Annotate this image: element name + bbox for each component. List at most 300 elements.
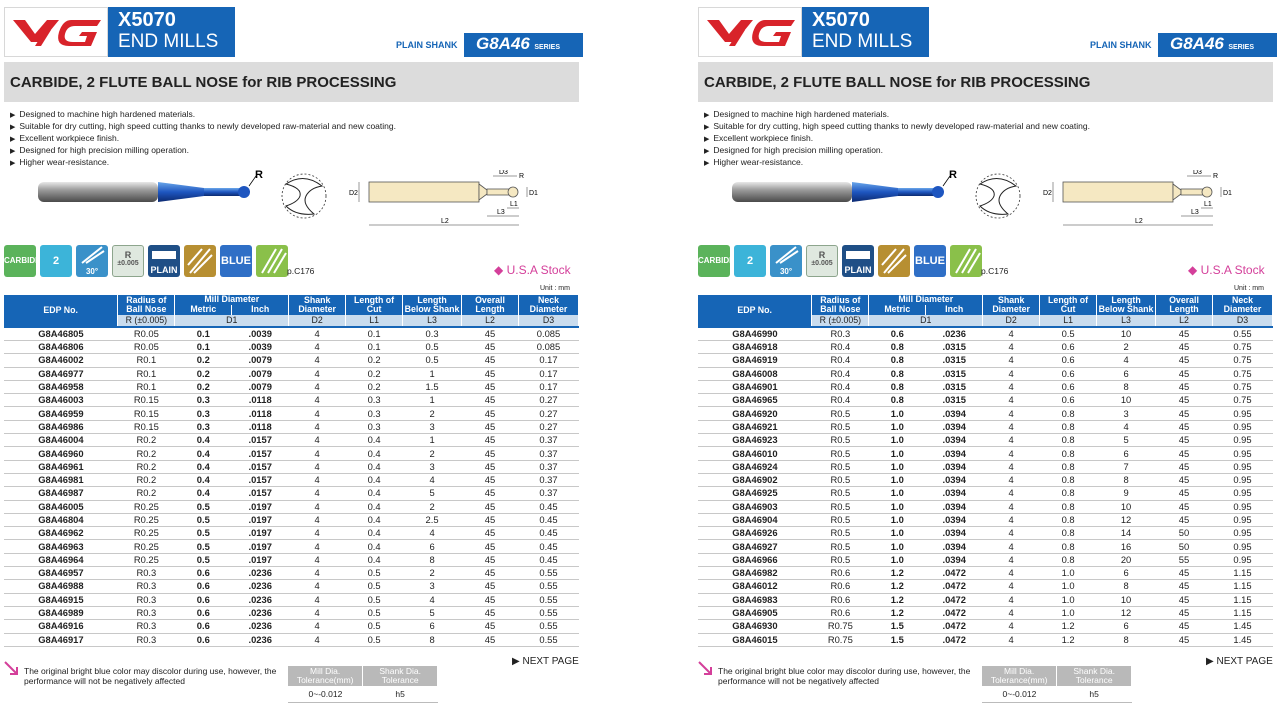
col-shank: Shank Diameter xyxy=(289,295,346,315)
overall-length: 45 xyxy=(462,593,519,606)
neck-dia: 0.085 xyxy=(518,341,578,354)
length-of-cut: 0.8 xyxy=(1040,540,1097,553)
edp-no: G8A46806 xyxy=(4,341,118,354)
hardened-material-icon xyxy=(950,245,982,277)
edp-no: G8A46963 xyxy=(4,540,118,553)
table-row xyxy=(4,407,579,420)
length-below-shank: 8 xyxy=(403,553,462,566)
mill-dia-inch: .0197 xyxy=(232,513,289,526)
ball-radius: R0.5 xyxy=(812,500,869,513)
shank-dia: 4 xyxy=(983,380,1040,393)
length-of-cut: 0.3 xyxy=(346,394,403,407)
edp-no: G8A46805 xyxy=(4,327,118,341)
helix-angle-value: 30° xyxy=(779,267,793,276)
ball-radius: R0.2 xyxy=(118,460,175,473)
edp-no: G8A46918 xyxy=(698,341,812,354)
mill-dia-inch: .0394 xyxy=(926,540,983,553)
mill-dia-metric: 0.4 xyxy=(175,487,232,500)
length-below-shank: 4 xyxy=(1097,354,1156,367)
product-subtitle: CARBIDE, 2 FLUTE BALL NOSE for RIB PROCESSING xyxy=(4,62,579,102)
neck-dia: 0.55 xyxy=(518,593,578,606)
mill-dia-metric: 1.5 xyxy=(869,620,926,633)
length-below-shank: 7 xyxy=(1097,460,1156,473)
edp-no: G8A46004 xyxy=(4,434,118,447)
ball-radius: R0.5 xyxy=(812,540,869,553)
edp-no: G8A46916 xyxy=(4,620,118,633)
shank-dia: 4 xyxy=(289,567,346,580)
ball-radius: R0.4 xyxy=(812,394,869,407)
overall-length: 45 xyxy=(1156,380,1213,393)
edp-no: G8A46804 xyxy=(4,513,118,526)
length-below-shank: 2 xyxy=(1097,341,1156,354)
series-box xyxy=(1158,33,1277,57)
neck-dia: 1.45 xyxy=(1212,633,1272,646)
shank-dia: 4 xyxy=(289,527,346,540)
tolerance-table xyxy=(288,666,438,703)
col-inch: Inch xyxy=(926,305,983,315)
table-row xyxy=(4,354,579,367)
shank-dia: 4 xyxy=(289,500,346,513)
table-row xyxy=(698,606,1273,619)
edp-no: G8A46927 xyxy=(698,540,812,553)
product-title-box xyxy=(802,7,929,57)
length-below-shank: 5 xyxy=(1097,434,1156,447)
tol-mill-header: Mill Dia. Tolerance(mm) xyxy=(288,666,363,686)
shank-dia: 4 xyxy=(983,606,1040,619)
ball-radius: R0.75 xyxy=(812,620,869,633)
shank-dia: 4 xyxy=(983,593,1040,606)
shank-dia: 4 xyxy=(983,394,1040,407)
overall-length: 45 xyxy=(1156,420,1213,433)
mill-dia-metric: 1.0 xyxy=(869,420,926,433)
mill-dia-metric: 1.0 xyxy=(869,473,926,486)
mill-dia-metric: 0.1 xyxy=(175,341,232,354)
shank-type-label: PLAIN SHANK xyxy=(396,40,458,50)
neck-dia: 0.17 xyxy=(518,354,578,367)
length-below-shank: 0.5 xyxy=(403,354,462,367)
neck-dia: 0.95 xyxy=(1212,434,1272,447)
next-page-link[interactable]: ▶ NEXT PAGE xyxy=(1206,656,1273,667)
edp-no: G8A46966 xyxy=(698,553,812,566)
dimension-drawing xyxy=(349,170,549,232)
mill-dia-inch: .0197 xyxy=(232,500,289,513)
ball-radius: R0.15 xyxy=(118,407,175,420)
overall-length: 45 xyxy=(462,354,519,367)
mill-dia-inch: .0236 xyxy=(232,620,289,633)
feature-item: ▶ Excellent workpiece finish. xyxy=(10,133,396,145)
feature-item: ▶ Designed for high precision milling operation. xyxy=(704,145,1090,157)
overall-length: 45 xyxy=(462,394,519,407)
catalog-page-left xyxy=(4,0,584,713)
edp-no: G8A46983 xyxy=(698,593,812,606)
length-of-cut: 0.1 xyxy=(346,327,403,341)
ball-radius: R0.5 xyxy=(812,553,869,566)
table-row xyxy=(4,540,579,553)
tol-mill-value: 0~-0.012 xyxy=(982,686,1057,702)
overall-length: 45 xyxy=(1156,500,1213,513)
length-of-cut: 0.4 xyxy=(346,460,403,473)
edp-no: G8A46962 xyxy=(4,527,118,540)
length-of-cut: 1.2 xyxy=(1040,620,1097,633)
overall-length: 50 xyxy=(1156,527,1213,540)
length-of-cut: 0.5 xyxy=(346,593,403,606)
feature-list xyxy=(10,109,396,169)
neck-dia: 0.45 xyxy=(518,500,578,513)
shank-dia: 4 xyxy=(289,327,346,341)
ball-radius: R0.4 xyxy=(812,367,869,380)
col-mill-dia: Mill Diameter xyxy=(869,295,983,305)
shank-dia: 4 xyxy=(289,620,346,633)
length-of-cut: 0.8 xyxy=(1040,553,1097,566)
neck-dia: 1.15 xyxy=(1212,606,1272,619)
model-name: X5070 xyxy=(812,9,870,31)
length-of-cut: 1.0 xyxy=(1040,606,1097,619)
length-below-shank: 10 xyxy=(1097,327,1156,341)
shank-dia: 4 xyxy=(289,473,346,486)
table-row xyxy=(698,367,1273,380)
neck-dia: 0.55 xyxy=(518,567,578,580)
length-below-shank: 10 xyxy=(1097,500,1156,513)
table-row xyxy=(4,420,579,433)
length-of-cut: 0.8 xyxy=(1040,420,1097,433)
spec-table xyxy=(4,295,579,647)
yg-logo xyxy=(4,7,108,57)
ball-radius: R0.3 xyxy=(118,633,175,646)
sub-radius: R (±0.005) xyxy=(812,315,869,327)
neck-dia: 0.55 xyxy=(518,633,578,646)
shank-dia: 4 xyxy=(289,487,346,500)
tolerance-r: R xyxy=(124,250,132,260)
col-metric: Metric xyxy=(175,305,232,315)
edp-no: G8A46917 xyxy=(4,633,118,646)
length-of-cut: 0.6 xyxy=(1040,394,1097,407)
ball-radius: R0.2 xyxy=(118,473,175,486)
note-arrow-icon xyxy=(4,661,18,675)
length-of-cut: 0.3 xyxy=(346,407,403,420)
mill-dia-inch: .0079 xyxy=(232,380,289,393)
unit-label: Unit : mm xyxy=(1234,285,1264,292)
table-row xyxy=(698,580,1273,593)
d3-label: D3 xyxy=(1193,170,1202,176)
table-row xyxy=(4,434,579,447)
length-below-shank: 4 xyxy=(403,593,462,606)
usa-stock-legend: ◆ U.S.A Stock xyxy=(1188,263,1265,277)
svg-text:L1 xyxy=(510,201,518,208)
length-of-cut: 1.0 xyxy=(1040,567,1097,580)
series-code: G8A46 xyxy=(1170,34,1224,53)
svg-text:D1 xyxy=(529,190,538,197)
svg-text:D1 xyxy=(1223,190,1232,197)
l1-label: L1 xyxy=(510,201,518,208)
table-row xyxy=(698,460,1273,473)
neck-dia: 0.37 xyxy=(518,473,578,486)
mill-dia-metric: 0.8 xyxy=(869,394,926,407)
neck-dia: 0.37 xyxy=(518,447,578,460)
neck-dia: 0.95 xyxy=(1212,540,1272,553)
overall-length: 45 xyxy=(462,500,519,513)
ball-radius: R0.15 xyxy=(118,420,175,433)
length-of-cut: 0.3 xyxy=(346,420,403,433)
yg-logo xyxy=(698,7,802,57)
neck-dia: 1.45 xyxy=(1212,620,1272,633)
edp-no: G8A46003 xyxy=(4,394,118,407)
mill-dia-metric: 1.0 xyxy=(869,500,926,513)
length-of-cut: 0.8 xyxy=(1040,407,1097,420)
length-of-cut: 0.4 xyxy=(346,447,403,460)
ball-radius: R0.75 xyxy=(812,633,869,646)
neck-dia: 0.37 xyxy=(518,434,578,447)
dimension-drawing xyxy=(1043,170,1243,232)
overall-length: 45 xyxy=(462,460,519,473)
edp-no: G8A46904 xyxy=(698,513,812,526)
plain-shank-label: PLAIN xyxy=(844,265,872,275)
shank-dia: 4 xyxy=(983,580,1040,593)
shank-dia: 4 xyxy=(983,447,1040,460)
overall-length: 45 xyxy=(1156,513,1213,526)
length-of-cut: 0.2 xyxy=(346,354,403,367)
col-lbs: Length Below Shank xyxy=(1097,295,1156,315)
mill-dia-metric: 1.5 xyxy=(869,633,926,646)
mill-dia-inch: .0157 xyxy=(232,473,289,486)
shank-dia: 4 xyxy=(289,447,346,460)
mill-dia-inch: .0197 xyxy=(232,527,289,540)
mill-dia-inch: .0394 xyxy=(926,513,983,526)
table-row xyxy=(698,620,1273,633)
mill-dia-inch: .0394 xyxy=(926,553,983,566)
mill-dia-inch: .0472 xyxy=(926,593,983,606)
neck-dia: 0.95 xyxy=(1212,473,1272,486)
svg-text:D3 xyxy=(499,170,508,176)
table-row xyxy=(698,420,1273,433)
edp-no: G8A46930 xyxy=(698,620,812,633)
tol-shank-value: h5 xyxy=(363,686,438,702)
feature-item: ▶ Designed to machine high hardened materials. xyxy=(10,109,396,121)
overall-length: 45 xyxy=(1156,487,1213,500)
mill-dia-inch: .0197 xyxy=(232,540,289,553)
edp-no: G8A46903 xyxy=(698,500,812,513)
overall-length: 45 xyxy=(462,606,519,619)
col-radius: Radius of Ball Nose xyxy=(118,295,175,315)
end-mill-photo xyxy=(34,166,274,216)
spec-table xyxy=(698,295,1273,647)
mill-dia-metric: 1.0 xyxy=(869,513,926,526)
sub-d2: D2 xyxy=(983,315,1040,327)
note-arrow-icon xyxy=(698,661,712,675)
series-word: SERIES xyxy=(1228,44,1255,51)
overall-length: 45 xyxy=(1156,394,1213,407)
length-below-shank: 8 xyxy=(1097,473,1156,486)
shank-dia: 4 xyxy=(289,580,346,593)
neck-dia: 0.27 xyxy=(518,407,578,420)
ball-radius: R0.5 xyxy=(812,434,869,447)
shank-dia: 4 xyxy=(289,513,346,526)
edp-no: G8A46901 xyxy=(698,380,812,393)
property-icons xyxy=(698,245,998,281)
feature-item: ▶ Excellent workpiece finish. xyxy=(704,133,1090,145)
table-row xyxy=(4,567,579,580)
mill-dia-metric: 1.2 xyxy=(869,567,926,580)
feature-item: ▶ Designed for high precision milling operation. xyxy=(10,145,396,157)
blue-coating-icon: BLUE xyxy=(914,245,946,277)
shank-dia: 4 xyxy=(289,407,346,420)
neck-dia: 0.95 xyxy=(1212,553,1272,566)
mill-dia-inch: .0394 xyxy=(926,460,983,473)
overall-length: 45 xyxy=(462,473,519,486)
feature-item: ▶ Suitable for dry cutting, high speed cutting thanks to newly developed raw-material and new coating. xyxy=(10,121,396,133)
edp-no: G8A46977 xyxy=(4,367,118,380)
neck-dia: 0.37 xyxy=(518,460,578,473)
carbide-icon: CARBIDE xyxy=(4,245,36,277)
length-below-shank: 8 xyxy=(1097,580,1156,593)
mill-dia-metric: 0.8 xyxy=(869,354,926,367)
table-row xyxy=(4,527,579,540)
ball-radius: R0.5 xyxy=(812,447,869,460)
shank-dia: 4 xyxy=(983,460,1040,473)
d1-label: D1 xyxy=(1223,190,1232,197)
l3-label: L3 xyxy=(497,209,505,216)
mill-dia-inch: .0315 xyxy=(926,380,983,393)
usa-stock-legend: ◆ U.S.A Stock xyxy=(494,263,571,277)
mill-dia-metric: 0.6 xyxy=(869,327,926,341)
l3-label: L3 xyxy=(1191,209,1199,216)
length-below-shank: 16 xyxy=(1097,540,1156,553)
edp-no: G8A46957 xyxy=(4,567,118,580)
col-metric: Metric xyxy=(869,305,926,315)
edp-no: G8A46964 xyxy=(4,553,118,566)
d1-label: D1 xyxy=(529,190,538,197)
plain-shank-icon xyxy=(842,245,874,277)
ball-radius: R0.5 xyxy=(812,487,869,500)
length-below-shank: 1 xyxy=(403,394,462,407)
tol-shank-header: Shank Dia. Tolerance xyxy=(1057,666,1132,686)
mill-dia-metric: 0.8 xyxy=(869,341,926,354)
ball-radius: R0.6 xyxy=(812,580,869,593)
shank-dia: 4 xyxy=(983,513,1040,526)
length-of-cut: 0.2 xyxy=(346,367,403,380)
ball-radius: R0.1 xyxy=(118,354,175,367)
col-edp: EDP No. xyxy=(4,295,118,327)
mill-dia-metric: 0.6 xyxy=(175,580,232,593)
mill-dia-metric: 1.2 xyxy=(869,593,926,606)
product-subtitle: CARBIDE, 2 FLUTE BALL NOSE for RIB PROCESSING xyxy=(698,62,1273,102)
length-of-cut: 0.5 xyxy=(346,567,403,580)
col-lbs: Length Below Shank xyxy=(403,295,462,315)
length-of-cut: 0.4 xyxy=(346,540,403,553)
length-below-shank: 6 xyxy=(1097,620,1156,633)
overall-length: 45 xyxy=(1156,633,1213,646)
length-below-shank: 6 xyxy=(403,620,462,633)
length-of-cut: 0.8 xyxy=(1040,513,1097,526)
length-of-cut: 0.4 xyxy=(346,553,403,566)
shank-dia: 4 xyxy=(983,354,1040,367)
mill-dia-inch: .0315 xyxy=(926,394,983,407)
d2-label: D2 xyxy=(349,190,358,197)
mill-dia-inch: .0039 xyxy=(232,327,289,341)
table-row xyxy=(698,540,1273,553)
col-radius: Radius of Ball Nose xyxy=(812,295,869,315)
table-row xyxy=(4,473,579,486)
length-below-shank: 2 xyxy=(403,447,462,460)
blue-coating-icon: BLUE xyxy=(220,245,252,277)
series-box xyxy=(464,33,583,57)
neck-dia: 0.45 xyxy=(518,527,578,540)
mill-dia-metric: 0.4 xyxy=(175,473,232,486)
table-row xyxy=(4,606,579,619)
overall-length: 45 xyxy=(1156,460,1213,473)
length-of-cut: 0.6 xyxy=(1040,367,1097,380)
mill-dia-metric: 0.6 xyxy=(175,620,232,633)
ball-radius: R0.25 xyxy=(118,527,175,540)
shank-dia: 4 xyxy=(983,540,1040,553)
table-row xyxy=(698,527,1273,540)
length-below-shank: 0.5 xyxy=(403,341,462,354)
edp-no: G8A46960 xyxy=(4,447,118,460)
length-of-cut: 0.4 xyxy=(346,487,403,500)
neck-dia: 0.95 xyxy=(1212,407,1272,420)
length-below-shank: 3 xyxy=(403,460,462,473)
length-of-cut: 0.4 xyxy=(346,500,403,513)
edp-no: G8A46961 xyxy=(4,460,118,473)
ball-nose-icon xyxy=(878,245,910,277)
length-of-cut: 0.5 xyxy=(1040,327,1097,341)
neck-dia: 0.95 xyxy=(1212,447,1272,460)
page-reference: p.C176 xyxy=(287,266,315,276)
next-page-label: NEXT PAGE xyxy=(1216,656,1273,667)
mill-dia-metric: 0.6 xyxy=(175,593,232,606)
mill-dia-metric: 0.3 xyxy=(175,407,232,420)
tol-shank-value: h5 xyxy=(1057,686,1132,702)
next-page-link[interactable]: ▶ NEXT PAGE xyxy=(512,656,579,667)
overall-length: 45 xyxy=(462,447,519,460)
shank-dia: 4 xyxy=(289,593,346,606)
table-row xyxy=(4,593,579,606)
neck-dia: 1.15 xyxy=(1212,580,1272,593)
length-below-shank: 6 xyxy=(1097,567,1156,580)
shank-dia: 4 xyxy=(289,354,346,367)
table-row xyxy=(4,553,579,566)
ball-radius: R0.1 xyxy=(118,380,175,393)
mill-dia-metric: 0.8 xyxy=(869,367,926,380)
neck-dia: 1.15 xyxy=(1212,593,1272,606)
mill-dia-inch: .0039 xyxy=(232,341,289,354)
edp-no: G8A46924 xyxy=(698,460,812,473)
shank-dia: 4 xyxy=(983,500,1040,513)
l2-label: L2 xyxy=(1135,218,1143,225)
hardened-material-icon xyxy=(256,245,288,277)
overall-length: 45 xyxy=(1156,620,1213,633)
col-oal: Overall Length xyxy=(1156,295,1213,315)
ball-radius: R0.3 xyxy=(118,620,175,633)
shank-dia: 4 xyxy=(983,341,1040,354)
shank-dia: 4 xyxy=(983,420,1040,433)
tolerance-r: R xyxy=(818,250,826,260)
cross-section-drawing xyxy=(968,166,1028,226)
neck-dia: 0.95 xyxy=(1212,513,1272,526)
length-below-shank: 20 xyxy=(1097,553,1156,566)
tol-shank-header: Shank Dia. Tolerance xyxy=(363,666,438,686)
length-of-cut: 0.4 xyxy=(346,473,403,486)
mill-dia-metric: 0.4 xyxy=(175,434,232,447)
neck-dia: 0.45 xyxy=(518,540,578,553)
mill-dia-metric: 0.2 xyxy=(175,354,232,367)
mill-dia-inch: .0315 xyxy=(926,367,983,380)
ball-radius: R0.4 xyxy=(812,341,869,354)
mill-dia-metric: 0.4 xyxy=(175,447,232,460)
mill-dia-inch: .0079 xyxy=(232,354,289,367)
mill-dia-metric: 0.8 xyxy=(869,380,926,393)
overall-length: 45 xyxy=(462,380,519,393)
d2-label: D2 xyxy=(1043,190,1052,197)
